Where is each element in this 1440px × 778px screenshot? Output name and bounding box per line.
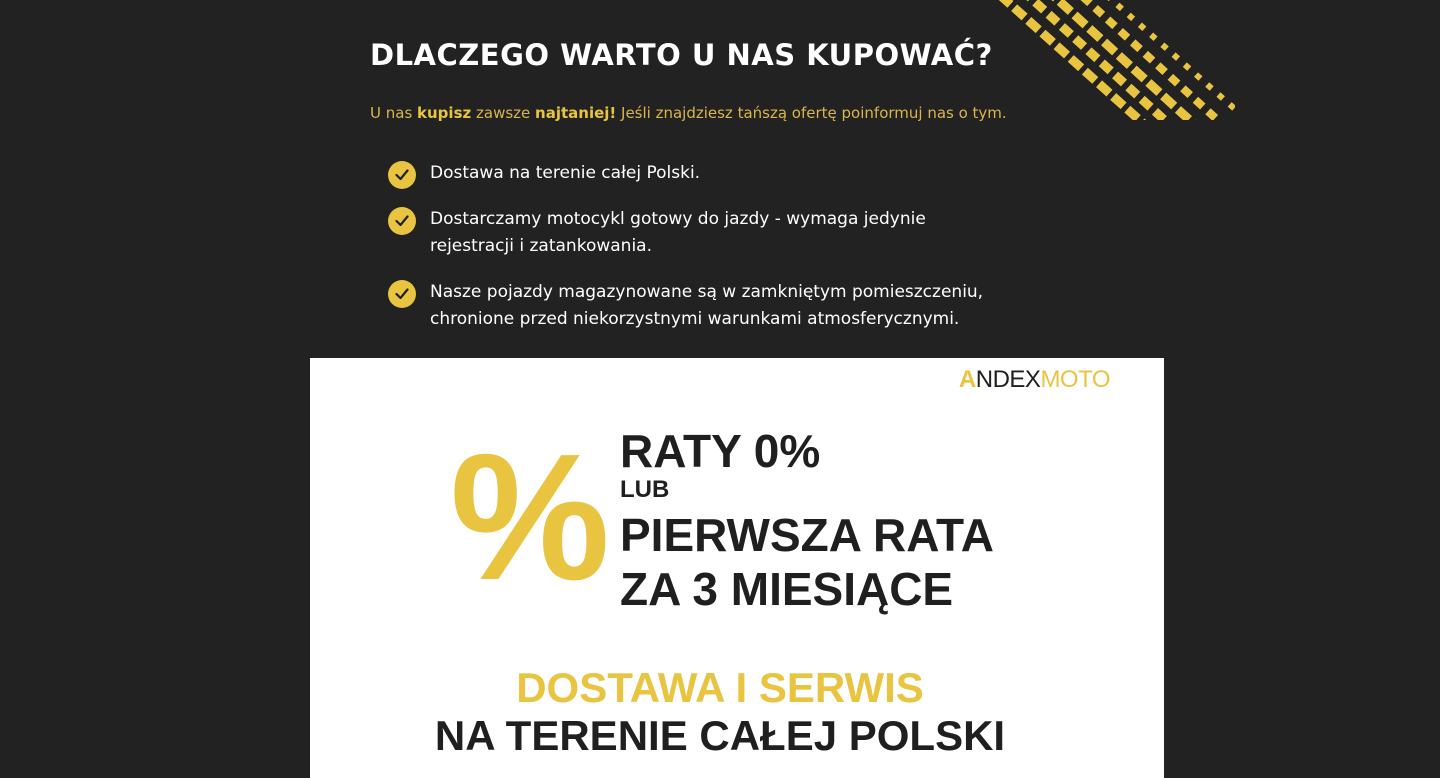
brand-logo [959,366,1110,394]
brand-logo-accent: MOTO [1040,366,1110,393]
subtitle-strong-kupisz: kupisz [417,104,472,122]
check-circle-icon [388,161,416,189]
percent-icon: % [450,417,611,618]
promo-raty: RATY 0% [620,425,821,477]
subtitle-prefix: U nas [370,104,418,122]
benefit-text: Nasze pojazdy magazynowane są w zamkniętym pomieszczeniu, [430,282,984,302]
benefit-item [388,279,1028,333]
benefit-text-continued: chronione przed niekorzystnymi warunkami atmosferycznymi. [430,309,960,329]
brand-logo-main: NDEX [975,366,1041,393]
promo-delivery-highlight: DOSTAWA I SERWIS [516,664,924,711]
promo-banner [310,358,1164,778]
promo-delivery-text: NA TERENIE CAŁEJ POLSKI [434,712,1006,759]
promo-za-3-miesiace: ZA 3 MIESIĄCE [620,563,954,615]
benefits-list [388,160,1028,352]
benefit-item [388,160,1028,187]
brand-logo-a: A [958,366,976,393]
check-circle-icon [388,207,416,235]
page-title: DLACZEGO WARTO U NAS KUPOWAĆ? [370,38,993,72]
promo-pierwsza-rata: PIERWSZA RATA [620,509,994,561]
subtitle-strong-najtaniej: najtaniej! [535,104,617,122]
benefit-text: Dostarczamy motocykl gotowy do jazdy - wymaga jedynie [430,209,926,229]
benefit-text: Dostawa na terenie całej Polski. [430,163,701,183]
subtitle-suffix: Jeśli znajdziesz tańszą ofertę poinformuj nas o tym. [616,104,1007,122]
benefit-item [388,206,1028,260]
tire-tracks-decoration [995,0,1235,120]
check-circle-icon [388,280,416,308]
promo-lub: LUB [620,476,670,503]
benefit-text-continued: rejestracji i zatankowania. [430,236,652,256]
subtitle [370,104,1007,122]
subtitle-middle: zawsze [471,104,536,122]
